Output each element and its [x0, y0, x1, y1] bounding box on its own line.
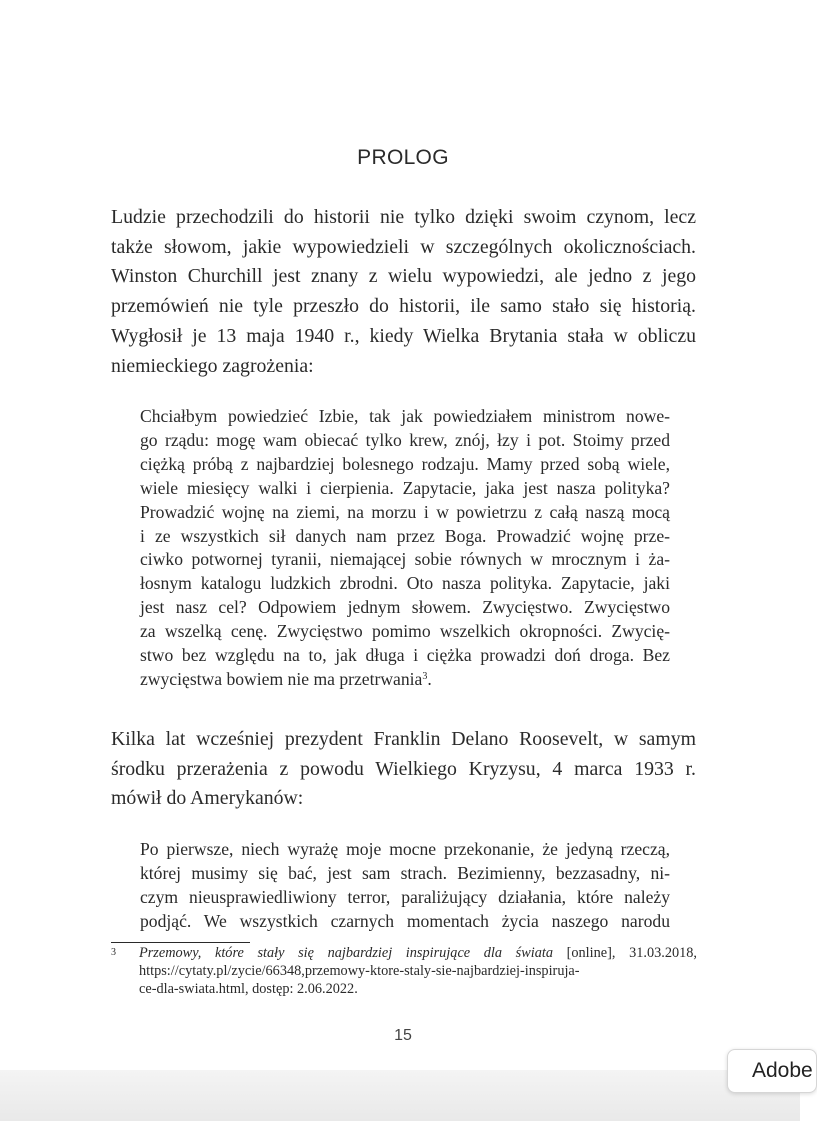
footnote [111, 945, 697, 998]
quote-line: ciężką próbą z najbardziej bolesnego rodzaju. Mamy przed sobą wiele, [140, 453, 670, 474]
quote-line: i ze wszystkich sił danych nam przez Boga. Prowadzić wojnę prze- [140, 525, 670, 546]
quote-end-period: . [427, 668, 432, 689]
quote-line: ciwko potwornej tyranii, niemającej sobie równych w mrocznym i ża- [140, 549, 670, 570]
paragraph-intro [111, 203, 696, 381]
text-line: Kilka lat wcześniej prezydent Franklin Delano Roosevelt, w samym [111, 728, 696, 750]
footnote-source-title: Przemowy, które stały się najbardziej inspirujące dla świata [139, 945, 553, 961]
quote-line: czym nieusprawiedliwiony terror, paraliżujący działania, które należy [140, 886, 670, 907]
footnote-url-line-end[interactable]: ce-dla-swiata.html, dostęp: 2.06.2022. [139, 980, 358, 997]
footnote-url-line[interactable]: https://cytaty.pl/zycie/66348,przemowy-ktore-staly-sie-najbardziej-inspiruja- [139, 962, 580, 979]
footnote-divider [111, 942, 250, 943]
roosevelt-quote [140, 838, 670, 934]
quote-line: za wszelką cenę. Zwycięstwo pomimo wszelkich okropności. Zwycię- [140, 621, 670, 642]
churchill-quote [140, 405, 670, 692]
text-line: Ludzie przechodzili do historii nie tylko dzięki swoim czynom, lecz [111, 206, 696, 228]
adobe-button[interactable]: Adobe [727, 1049, 817, 1093]
quote-line: jest nasz cel? Odpowiem jednym słowem. Zwycięstwo. Zwycięstwo [140, 597, 670, 618]
text-line: przemówień nie tyle przeszło do historii, ile samo stało się historią. [111, 295, 696, 318]
footnote-line [139, 945, 697, 963]
quote-line-text: zwycięstwa bowiem nie ma przetrwania [140, 668, 423, 689]
quote-line: której musimy się bać, jest sam strach. Bezimienny, bezzasadny, ni- [140, 862, 670, 883]
quote-line: go rządu: mogę wam obiecać tylko krew, znój, łzy i pot. Stoimy przed [140, 429, 670, 450]
chapter-title: PROLOG [357, 146, 449, 169]
quote-line: wiele miesięcy walki i cierpienia. Zapytacie, jaka jest nasza polityka? [140, 477, 670, 498]
quote-line: Po pierwsze, niech wyrażę moje mocne przekonanie, że jedyną rzeczą, [140, 839, 670, 859]
quote-line: stwo bez względu na to, jak długa i ciężka prowadzi doń droga. Bez [140, 645, 670, 666]
quote-line: podjąć. We wszystkich czarnych momentach życia naszego narodu [140, 910, 670, 931]
quote-line: Chciałbym powiedzieć Izbie, tak jak powiedziałem ministrom nowe- [140, 406, 670, 426]
text-line: także słowom, jakie wypowiedzieli w szczególnych okolicznościach. [111, 235, 696, 258]
footnote-text [139, 945, 697, 998]
footnote-reference[interactable]: 3 [422, 670, 428, 682]
paragraph-roosevelt [111, 725, 696, 814]
text-line: mówił do Amerykanów: [111, 787, 304, 810]
text-line: Wygłosił je 13 maja 1940 r., kiedy Wielka Brytania stała w obliczu [111, 324, 696, 347]
text-line: środku przerażenia z powodu Wielkiego Kryzysu, 4 marca 1933 r. [111, 757, 696, 780]
quote-line-last [140, 668, 670, 692]
viewer-bottom-bar [0, 1070, 800, 1121]
footnote-source-date: [online], 31.03.2018, [553, 945, 697, 961]
footnote-number: 3 [111, 947, 116, 958]
quote-line: łosnym katalogu ludzkich zbrodni. Oto nasza polityka. Zapytacie, jaki [140, 573, 670, 594]
text-line: niemieckiego zagrożenia: [111, 354, 314, 377]
quote-line: Prowadzić wojnę na ziemi, na morzu i w powietrzu z całą naszą mocą [140, 501, 670, 522]
text-line: Winston Churchill jest znany z wielu wypowiedzi, ale jedno z jego [111, 265, 696, 288]
page-number: 15 [394, 1027, 412, 1044]
